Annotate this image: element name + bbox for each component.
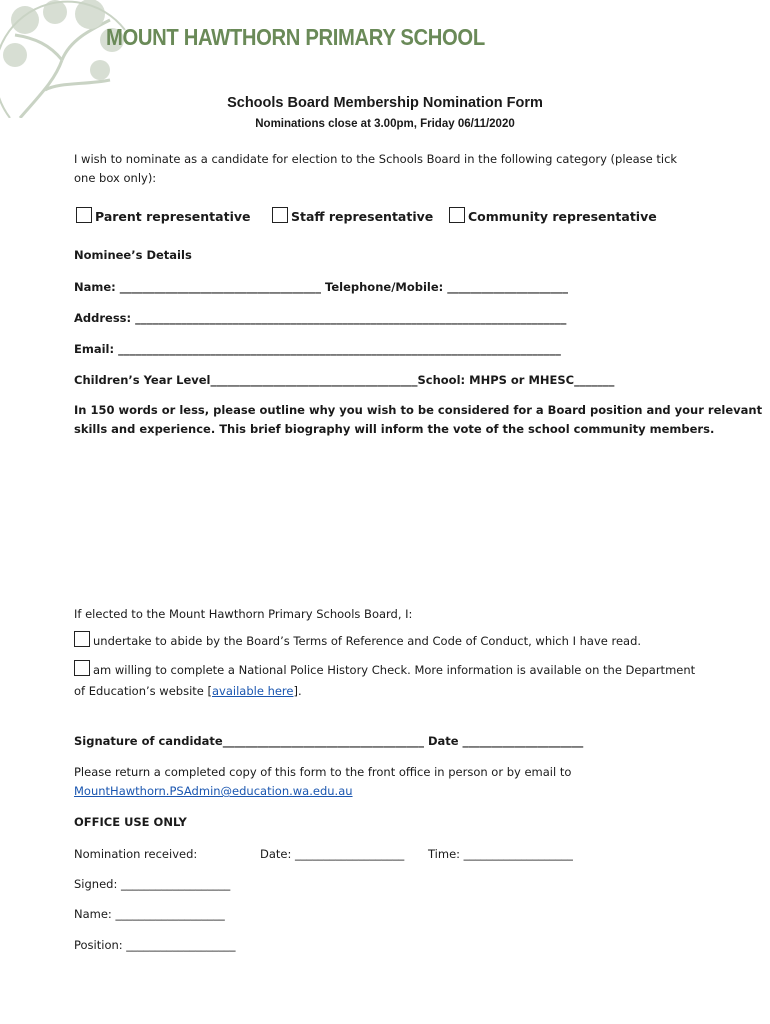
category-parent[interactable] bbox=[76, 207, 250, 224]
checkbox-community[interactable] bbox=[449, 207, 465, 223]
bio-prompt-line-2: skills and experience. This brief biography will inform the vote of the school community members. bbox=[74, 422, 715, 436]
school-name: MOUNT HAWTHORN PRIMARY SCHOOL bbox=[106, 24, 485, 50]
nominee-heading: Nominee’s Details bbox=[74, 248, 192, 262]
category-label: Staff representative bbox=[291, 209, 434, 224]
return-email-row bbox=[74, 782, 704, 801]
office-time-field[interactable]: Time: ___________________ bbox=[428, 847, 573, 861]
office-name-field[interactable]: Name: ___________________ bbox=[74, 907, 225, 921]
category-staff[interactable] bbox=[272, 207, 433, 224]
office-position-field[interactable]: Position: ___________________ bbox=[74, 938, 236, 952]
email-field[interactable]: Email: _____________________________________________________________________________ bbox=[74, 342, 561, 356]
checkbox-staff[interactable] bbox=[272, 207, 288, 223]
office-signed-field[interactable]: Signed: ___________________ bbox=[74, 877, 231, 891]
elected-intro: If elected to the Mount Hawthorn Primary Schools Board, I: bbox=[74, 607, 413, 621]
intro-line-1: I wish to nominate as a candidate for election to the Schools Board in the following category (please tick bbox=[74, 152, 678, 166]
signature-field[interactable]: Signature of candidate___________________________________ Date _____________________ bbox=[74, 734, 584, 748]
category-label: Parent representative bbox=[95, 209, 251, 224]
checkbox-commitment-2[interactable] bbox=[74, 660, 90, 676]
deadline-text: Nominations close at 3.00pm, Friday 06/11/2020 bbox=[255, 118, 515, 130]
office-heading: OFFICE USE ONLY bbox=[74, 815, 187, 829]
commitment-2: am willing to complete a National Police History Check. More information is available on the Department bbox=[74, 660, 704, 680]
nomination-received-label: Nomination received: bbox=[74, 847, 198, 861]
checkbox-commitment-1[interactable] bbox=[74, 631, 90, 647]
email-link[interactable]: MountHawthorn.PSAdmin@education.wa.edu.au bbox=[74, 784, 353, 798]
address-field[interactable]: Address: ___________________________________________________________________________ bbox=[74, 311, 567, 325]
category-label: Community representative bbox=[468, 209, 657, 224]
available-here-link[interactable]: available here bbox=[212, 684, 294, 698]
category-community[interactable] bbox=[449, 207, 657, 224]
return-instructions: Please return a completed copy of this form to the front office in person or by email to bbox=[74, 765, 572, 779]
form-title: Schools Board Membership Nomination Form bbox=[227, 95, 543, 111]
name-field[interactable]: Name: ___________________________________ Telephone/Mobile: _____________________ bbox=[74, 280, 569, 294]
intro-line-2: one box only): bbox=[74, 171, 157, 185]
office-date-field[interactable]: Date: ___________________ bbox=[260, 847, 405, 861]
bio-prompt-line-1: In 150 words or less, please outline why you wish to be considered for a Board position and your relevant bbox=[74, 403, 763, 417]
year-level-field[interactable]: Children’s Year Level____________________________________School: MHPS or MHESC_______ bbox=[74, 373, 615, 387]
commitment-1: undertake to abide by the Board’s Terms of Reference and Code of Conduct, which I have read. bbox=[74, 631, 704, 651]
checkbox-parent[interactable] bbox=[76, 207, 92, 223]
commitment-2-line-2: of Education’s website [available here]. bbox=[74, 684, 302, 698]
